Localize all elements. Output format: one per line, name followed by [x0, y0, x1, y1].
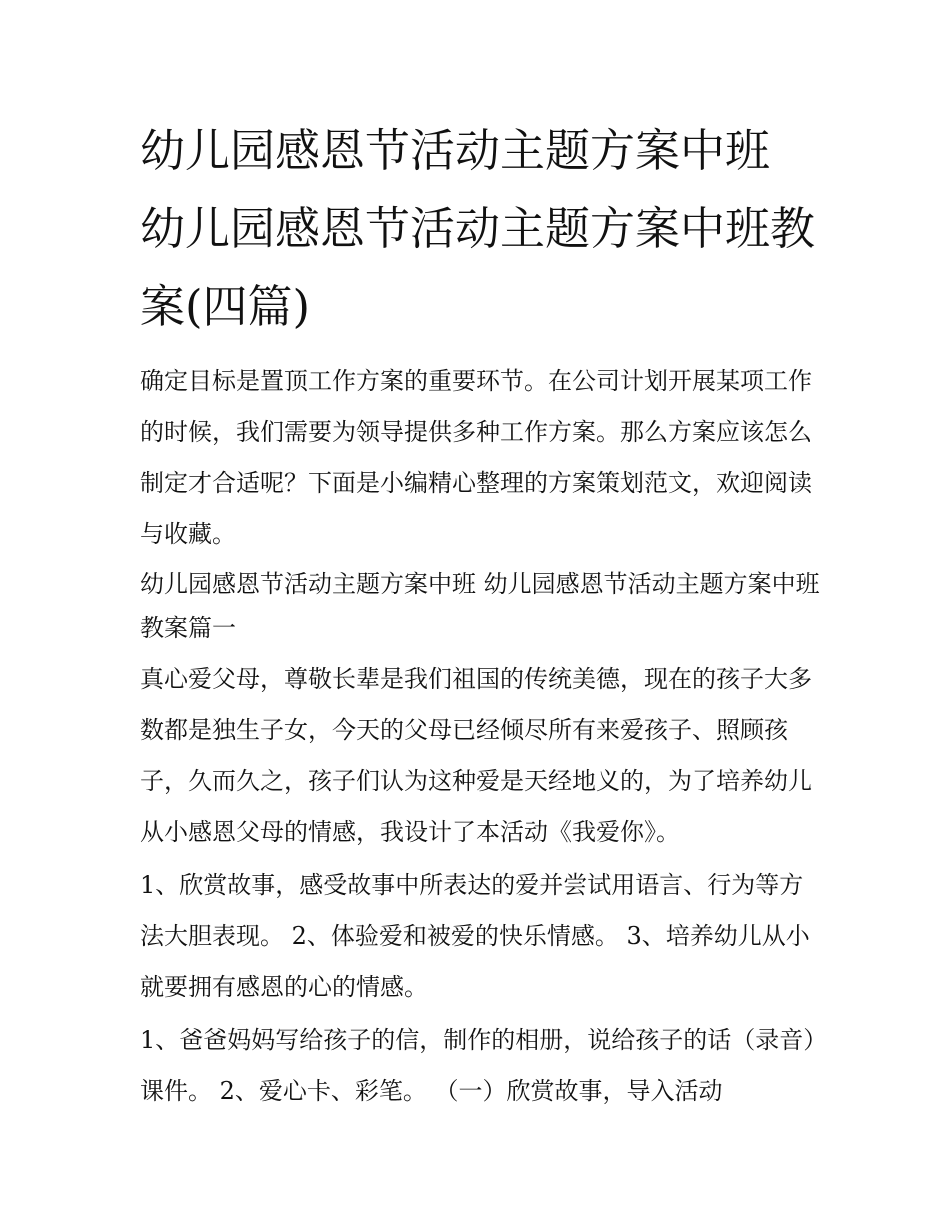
preparation-paragraph: 1、爸爸妈妈写给孩子的信，制作的相册，说给孩子的话（录音）课件。 2、爱心卡、彩笔。 （一）欣赏故事，导入活动	[140, 1026, 816, 1105]
section-heading: 幼儿园感恩节活动主题方案中班 幼儿园感恩节活动主题方案中班教案篇一	[140, 570, 820, 642]
intro-paragraph: 确定目标是置顶工作方案的重要环节。在公司计划开展某项工作的时候，我们需要为领导提供多种工作方案。那么方案应该怎么制定才合适呢？下面是小编精心整理的方案策划范文，欢迎阅读与收藏。	[140, 367, 812, 548]
background-paragraph: 真心爱父母，尊敬长辈是我们祖国的传统美德，现在的孩子大多数都是独生子女，今天的父母已经倾尽所有来爱孩子、照顾孩子，久而久之，孩子们认为这种爱是天经地义的，为了培养幼儿从小感恩父母的情感，我设计了本活动《我爱你》。	[140, 665, 812, 846]
objectives-paragraph: 1、欣赏故事，感受故事中所表达的爱并尝试用语言、行为等方法大胆表现。 2、体验爱和被爱的快乐情感。 3、培养幼儿从小就要拥有感恩的心的情感。	[140, 871, 810, 1001]
document-title: 幼儿园感恩节活动主题方案中班 幼儿园感恩节活动主题方案中班教案(四篇)	[140, 124, 816, 333]
document-body	[140, 356, 820, 1117]
